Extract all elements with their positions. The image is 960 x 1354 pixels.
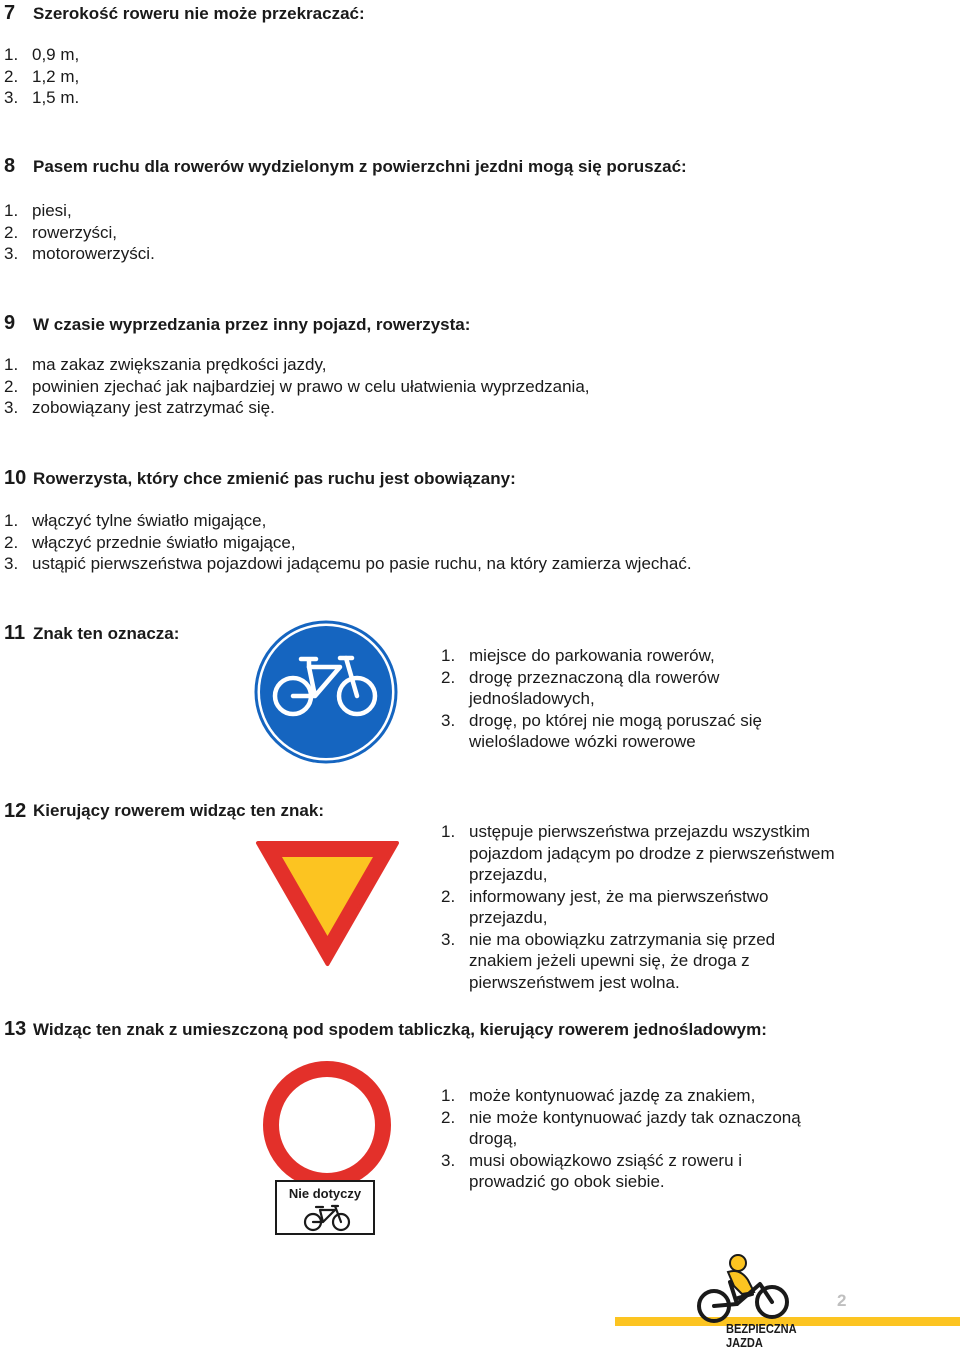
- answer-text: zobowiązany jest zatrzymać się.: [32, 398, 275, 417]
- answer-number: 3.: [441, 929, 456, 949]
- answer-text: miejsce do parkowania rowerów,: [469, 646, 715, 665]
- answer-text: 0,9 m,: [32, 45, 80, 64]
- question-10-number: 10: [4, 467, 27, 489]
- answer-text: nie ma obowiązku zatrzymania się przed znakiem jeżeli upewni się, że droga z pierwszeństwem jest wolna.: [469, 929, 776, 992]
- answer-number: 1.: [441, 1086, 456, 1105]
- question-12-number: 12: [4, 800, 27, 822]
- answer-number: 2.: [441, 667, 456, 687]
- answer-text: powinien zjechać jak najbardziej w prawo w celu ułatwienia wyprzedzania,: [32, 376, 590, 396]
- answer-number: 1.: [441, 646, 456, 665]
- question-8-number: 8: [4, 155, 16, 177]
- bicycle-path-sign: [254, 620, 398, 764]
- answer-text: 1,5 m.: [32, 88, 80, 107]
- question-7-number: 7: [4, 2, 16, 24]
- answer-number: 2.: [4, 66, 19, 86]
- question-13-number: 13: [4, 1018, 27, 1040]
- question-13-answers: [441, 1085, 841, 1193]
- no-vehicles-sign: [262, 1060, 392, 1190]
- question-9-number: 9: [4, 312, 16, 334]
- answer-number: 1.: [4, 45, 19, 64]
- answer-number: 2.: [441, 1107, 456, 1127]
- answer-number: 1.: [4, 201, 19, 220]
- answer-number: 3.: [4, 398, 19, 417]
- answer-text: ustępuje pierwszeństwa przejazdu wszystkim pojazdom jadącym po drodze z pierwszeństwem przejazdu,: [469, 822, 835, 884]
- logo-line1: BEZPIECZNA: [726, 1321, 797, 1336]
- answer-text: 1,2 m,: [32, 66, 80, 86]
- answer-text: drogę, po której nie mogą poruszać się wielośladowe wózki rowerowe: [469, 710, 762, 751]
- answer-text: piesi,: [32, 201, 72, 220]
- exception-plate: [275, 1180, 375, 1235]
- bicycle-icon: [302, 1204, 352, 1232]
- answer-number: 1.: [4, 511, 19, 530]
- question-13-text: Widząc ten znak z umieszczoną pod spodem tabliczką, kierujący rowerem jednośladowym:: [33, 1020, 767, 1039]
- answer-number: 3.: [4, 88, 19, 107]
- answer-number: 2.: [441, 886, 456, 906]
- cyclist-logo-icon: [692, 1250, 807, 1325]
- answer-text: włączyć przednie światło migające,: [32, 532, 296, 552]
- answer-number: 3.: [441, 710, 456, 730]
- question-12-text: Kierujący rowerem widząc ten znak:: [33, 801, 324, 820]
- answer-number: 2.: [4, 222, 19, 242]
- answer-number: 2.: [4, 532, 19, 552]
- answer-number: 1.: [441, 822, 456, 841]
- question-10-answers: [4, 510, 692, 575]
- yield-sign: [255, 840, 400, 968]
- answer-text: ustąpić pierwszeństwa pojazdowi jadącemu po pasie ruchu, na który zamierza wjechać.: [32, 554, 692, 573]
- answer-text: ma zakaz zwiększania prędkości jazdy,: [32, 355, 327, 374]
- page-number: 2: [837, 1291, 847, 1310]
- answer-text: musi obowiązkowo zsiąść z roweru i prowadzić go obok siebie.: [469, 1150, 743, 1191]
- question-11-text: Znak ten oznacza:: [33, 624, 180, 643]
- answer-number: 1.: [4, 355, 19, 374]
- question-11-number: 11: [4, 622, 26, 644]
- answer-text: informowany jest, że ma pierwszeństwo przejazdu,: [469, 886, 769, 927]
- answer-number: 3.: [441, 1150, 456, 1170]
- question-7-answers: [4, 44, 79, 109]
- answer-text: rowerzyści,: [32, 222, 118, 242]
- question-10-text: Rowerzysta, który chce zmienić pas ruchu jest obowiązany:: [33, 469, 516, 488]
- question-9-answers: [4, 354, 590, 419]
- answer-text: może kontynuować jazdę za znakiem,: [469, 1086, 756, 1105]
- answer-number: 3.: [4, 554, 19, 573]
- question-11-answers: [441, 645, 821, 753]
- plate-text: Nie dotyczy: [288, 1186, 362, 1201]
- answer-number: 3.: [4, 244, 19, 263]
- question-9-text: W czasie wyprzedzania przez inny pojazd, rowerzysta:: [33, 315, 471, 334]
- question-12-answers: [441, 821, 841, 993]
- answer-number: 2.: [4, 376, 19, 396]
- question-8-answers: [4, 200, 155, 265]
- logo-line2: JAZDA: [726, 1335, 763, 1350]
- answer-text: włączyć tylne światło migające,: [32, 511, 267, 530]
- question-7-text: Szerokość roweru nie może przekraczać:: [33, 4, 365, 23]
- answer-text: motorowerzyści.: [32, 244, 155, 263]
- answer-text: drogę przeznaczoną dla rowerów jednośladowych,: [469, 667, 720, 708]
- answer-text: nie może kontynuować jazdy tak oznaczoną drogą,: [469, 1107, 801, 1148]
- question-8-text: Pasem ruchu dla rowerów wydzielonym z powierzchni jezdni mogą się poruszać:: [33, 157, 687, 176]
- bezpieczna-jazda-logo: [692, 1250, 807, 1354]
